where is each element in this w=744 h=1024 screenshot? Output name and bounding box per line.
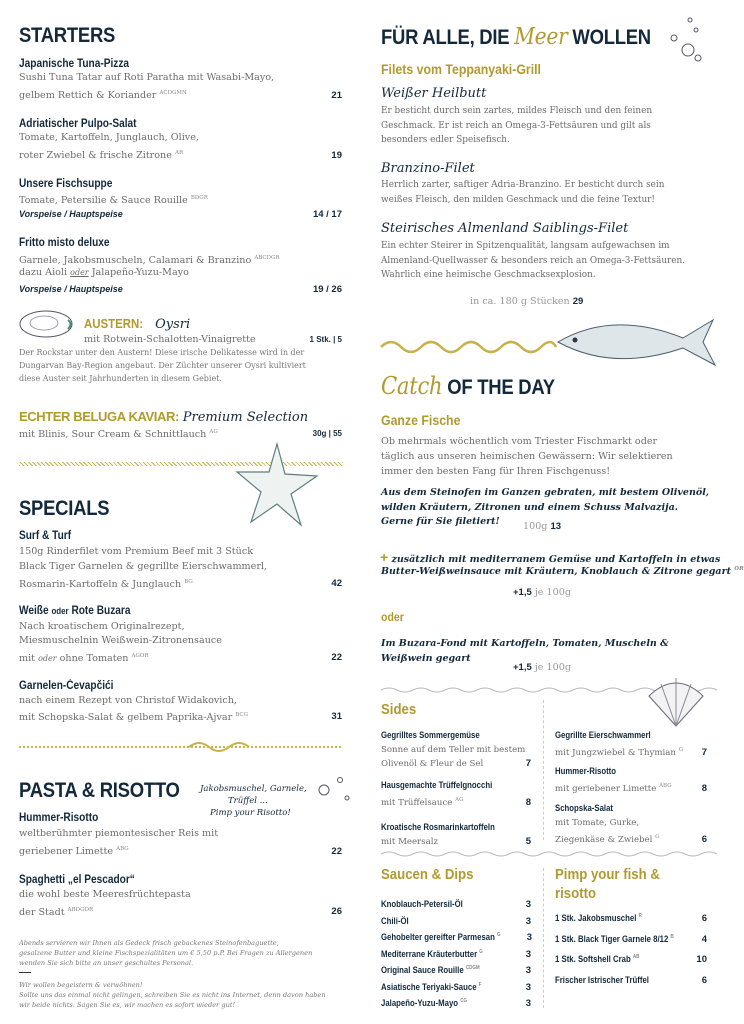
or-label: oder bbox=[38, 654, 57, 664]
rope-divider bbox=[19, 740, 343, 754]
description-text: Miesmuschelnin Weißwein-Zitronensauce bbox=[19, 635, 222, 646]
item-price: 1 Stk. | 5 bbox=[309, 335, 342, 344]
fish-name: Steirisches Almenland Saiblings-Filet bbox=[381, 221, 629, 236]
item-name: Hummer-Risotto bbox=[19, 812, 99, 824]
description-text: 150g Rinderfilet vom Premium Beef mit 3 Stück bbox=[19, 546, 254, 557]
fish-description: Er besticht durch sein zartes, mildes Fleisch und den feinen bbox=[381, 106, 653, 116]
sauce-price: 3 bbox=[525, 998, 531, 1010]
oyster-text: Dungarvan Bay-Region angebaut. Der Züchter unserer Oysri kultiviert bbox=[19, 361, 306, 370]
subsection-title: risotto bbox=[555, 885, 597, 902]
side-description bbox=[381, 757, 483, 771]
description-text: mit Trüffelsauce bbox=[381, 797, 453, 808]
fish-description: Geschmack. Er ist reich an Omega-3-Fettsäuren und gilt als bbox=[381, 120, 651, 131]
sauce-row bbox=[381, 982, 531, 993]
allergen-code: B bbox=[670, 933, 674, 940]
item-name bbox=[19, 605, 130, 617]
column-divider bbox=[543, 700, 544, 840]
allergen-code: AG bbox=[455, 797, 464, 803]
side-price: 8 bbox=[525, 796, 531, 808]
catch-option bbox=[381, 566, 744, 577]
catch-option: Im Buzara-Fond mit Kartoffeln, Tomaten, Muscheln & bbox=[381, 638, 669, 649]
catch-preparation: Gerne für Sie filetiert! bbox=[381, 516, 500, 527]
item-description bbox=[19, 71, 274, 86]
fish-description: Ein echter Steirer in Spitzenqualität, langsam aufgewachsen im bbox=[381, 241, 670, 251]
sauce-name bbox=[381, 932, 501, 943]
wavy-divider bbox=[381, 850, 711, 858]
item-price: 19 bbox=[331, 150, 342, 161]
pimp-name bbox=[555, 975, 649, 986]
side-line bbox=[555, 830, 707, 847]
caviar-script: Premium Selection bbox=[182, 410, 309, 425]
side-price: 8 bbox=[701, 782, 707, 794]
section-title-starters: STARTERS bbox=[19, 24, 116, 47]
section-title-meer bbox=[381, 24, 651, 50]
text: dazu Aioli bbox=[19, 267, 68, 278]
sauce-name bbox=[381, 899, 463, 910]
surcharge-line bbox=[513, 586, 571, 601]
item-price: 42 bbox=[331, 578, 342, 589]
allergen-code: AG bbox=[209, 429, 218, 435]
side-line bbox=[555, 816, 707, 830]
or-label: oder bbox=[381, 610, 404, 624]
side-description bbox=[555, 743, 683, 760]
text: Knoblauch-Petersil-Öl bbox=[381, 899, 463, 910]
handwritten-note: Pimp your Risotto! bbox=[210, 808, 291, 818]
item-description bbox=[19, 903, 93, 921]
text: 1 Stk. Black Tiger Garnele 8/12 bbox=[555, 933, 669, 945]
subsection-title: Pimp your fish & bbox=[555, 866, 660, 883]
column-divider bbox=[543, 868, 544, 1008]
side-description bbox=[381, 835, 438, 849]
subsection-title: Saucen & Dips bbox=[381, 866, 474, 883]
footnote: Abends servieren wir Ihnen als Gedeck frisch gebackenes Steinofenbaguette, bbox=[19, 939, 279, 947]
or-label: oder bbox=[70, 268, 89, 277]
footnote: Sollte uns das einmal nicht gelingen, schreiben Sie es nicht ins Internet, denn davon haben bbox=[19, 991, 326, 999]
allergen-code: ABG bbox=[659, 783, 672, 789]
fish-description: besonders edler Speisefisch. bbox=[381, 135, 510, 145]
catch-preparation: Aus dem Steinofen im Ganzen gebraten, mit bestem Olivenöl, bbox=[381, 487, 710, 498]
pimp-row bbox=[555, 975, 707, 986]
item-price: 22 bbox=[331, 652, 342, 663]
description-text: Olivenöl & Fleur de Sel bbox=[381, 759, 484, 769]
text: Butter-Weißweinsauce mit Kräutern, Knoblauch & Zitrone gegart bbox=[381, 566, 731, 578]
oyster-script: Oysri bbox=[155, 317, 191, 332]
item-description bbox=[19, 649, 149, 667]
text: Jalapeño-Yuzu-Mayo bbox=[91, 267, 189, 278]
meer-script-word: Meer bbox=[514, 24, 568, 50]
pimp-row bbox=[555, 934, 707, 945]
caviar-label: ECHTER BELUGA KAVIAR: bbox=[19, 409, 179, 424]
allergen-code: R bbox=[638, 913, 642, 919]
side-price: 7 bbox=[525, 758, 531, 769]
text: ohne Tomaten bbox=[59, 653, 129, 665]
text: 1 Stk. Softshell Crab bbox=[555, 954, 631, 966]
footnote-divider bbox=[19, 972, 31, 973]
description-text: mit Blinis, Sour Cream & Schnittlauch bbox=[19, 429, 207, 441]
item-name: Surf & Turf bbox=[19, 530, 72, 542]
fish-description: Almenland-Quellwasser & besonders reich an Omega-3-Fettsäuren. bbox=[381, 255, 686, 266]
side-line bbox=[381, 757, 531, 771]
side-price: 5 bbox=[525, 836, 531, 847]
item-description bbox=[19, 266, 189, 281]
pimp-row bbox=[555, 913, 707, 924]
handwritten-note: Trüffel ... bbox=[228, 796, 268, 806]
fish-name: Branzino-Filet bbox=[381, 161, 475, 176]
sauce-name bbox=[381, 949, 483, 960]
pimp-name bbox=[555, 934, 674, 945]
subsection-title: Filets vom Teppanyaki-Grill bbox=[381, 61, 541, 77]
portion-unit: in ca. 180 g Stücken bbox=[470, 296, 570, 307]
side-description bbox=[555, 830, 660, 847]
item-description bbox=[19, 842, 129, 860]
catch-description: immer den besten Fang für Ihren Fischgenuss! bbox=[381, 466, 611, 477]
description-text: Tomate, Kartoffeln, Junglauch, Olive, bbox=[19, 132, 199, 143]
side-line bbox=[381, 793, 531, 810]
item-description bbox=[19, 575, 193, 593]
side-description bbox=[555, 779, 672, 796]
text: OF THE DAY bbox=[447, 376, 555, 399]
item-price: 26 bbox=[331, 906, 342, 917]
allergen-code: ABDGOR bbox=[67, 907, 94, 913]
sauce-row bbox=[381, 916, 531, 927]
sauce-name bbox=[381, 965, 480, 976]
text: Jalapeño-Yuzu-Mayo bbox=[381, 998, 459, 1010]
item-portion-label: Vorspeise / Hauptspeise bbox=[19, 284, 123, 294]
text: 1 Stk. Jakobsmuschel bbox=[555, 913, 637, 925]
shell-illustration bbox=[645, 676, 707, 728]
fish-description: Herrlich zarter, saftiger Adria-Branzino. Er besticht durch sein bbox=[381, 180, 665, 190]
text: Asiatische Teriyaki-Sauce bbox=[381, 981, 477, 993]
allergen-code: BCG bbox=[235, 712, 248, 718]
oyster-description: mit Rotwein-Schalotten-Vinaigrette bbox=[84, 334, 256, 345]
item-portion-label: Vorspeise / Hauptspeise bbox=[19, 209, 123, 219]
item-description bbox=[19, 620, 185, 635]
text: Chili-Öl bbox=[381, 915, 409, 927]
sauce-row bbox=[381, 899, 531, 910]
oyster-text: diese Auster seit Jahrhunderten in diesem Gebiet. bbox=[19, 374, 222, 383]
item-name: Fritto misto deluxe bbox=[19, 237, 110, 249]
allergen-code: G bbox=[678, 747, 684, 753]
side-description bbox=[381, 793, 463, 810]
text: WOLLEN bbox=[572, 26, 651, 49]
subsection-title: Ganze Fische bbox=[381, 412, 461, 428]
description-text: mit geriebener Limette bbox=[555, 783, 657, 794]
description-text: weltberühmter piemontesischer Reis mit bbox=[19, 828, 219, 839]
sauce-price: 3 bbox=[525, 915, 531, 927]
description-text: Ziegenkäse & Zwiebel bbox=[555, 834, 653, 845]
sauce-price: 3 bbox=[525, 965, 531, 977]
side-price: 7 bbox=[701, 746, 707, 758]
item-name: Japanische Tuna-Pizza bbox=[19, 58, 130, 70]
pimp-price: 4 bbox=[701, 933, 707, 945]
side-name: Schopska-Salat bbox=[555, 803, 614, 814]
item-name: Spaghetti „el Pescador“ bbox=[19, 874, 135, 886]
rope-divider bbox=[381, 336, 556, 358]
item-price: 30g | 55 bbox=[312, 429, 342, 438]
item-description bbox=[19, 708, 248, 726]
allergen-code: AB bbox=[632, 954, 640, 960]
item-description bbox=[19, 634, 222, 649]
catch-option: Weißwein gegart bbox=[381, 653, 471, 664]
allergen-code: F bbox=[478, 981, 482, 988]
subsection-title: Sides bbox=[381, 701, 417, 718]
allergen-code: G bbox=[497, 932, 501, 938]
side-line bbox=[555, 779, 707, 796]
allergen-code: BG bbox=[184, 579, 193, 585]
description-text: Nach kroatischem Originalrezept, bbox=[19, 621, 185, 632]
text: Weiße bbox=[19, 605, 49, 617]
catch-portion-price bbox=[523, 520, 561, 535]
fish-description: Wahrlich eine heimische Geschmacksexplosion. bbox=[381, 270, 596, 280]
allergen-code: BDGR bbox=[190, 195, 208, 201]
item-description bbox=[19, 545, 253, 560]
item-name: Adriatischer Pulpo-Salat bbox=[19, 118, 137, 130]
pimp-price: 6 bbox=[701, 974, 707, 986]
description-text: roter Zwiebel & frische Zitrone bbox=[19, 150, 172, 162]
catch-preparation: wilden Kräutern, Zitronen und einem Schuss Malvazija. bbox=[381, 501, 679, 513]
text: Mediterrane Kräuterbutter bbox=[381, 948, 478, 960]
description-text: der Stadt bbox=[19, 907, 65, 919]
text: zusätzlich mit mediterranem Gemüse und Kartoffeln in etwas bbox=[391, 554, 721, 565]
side-description bbox=[555, 816, 639, 830]
catch-description: Ob mehrmals wöchentlich vom Triester Fischmarkt oder bbox=[381, 436, 658, 447]
description-text: Tomate, Petersilie & Sauce Rouille bbox=[19, 195, 188, 207]
allergen-code: CG bbox=[460, 998, 467, 1004]
item-name: Unsere Fischsuppe bbox=[19, 178, 113, 190]
side-name: Hausgemachte Trüffelgnocchi bbox=[381, 780, 493, 791]
pimp-row bbox=[555, 954, 707, 965]
footnote: gesalzene Butter und kleine Fischspezialitäten um € 5,50 p.P. Bei Fragen zu Allergenen bbox=[19, 949, 313, 957]
footnote: wenden Sie sich bitte an unser geschultes Personal. bbox=[19, 959, 194, 967]
description-text: geriebener Limette bbox=[19, 846, 114, 858]
allergen-code: G bbox=[479, 948, 483, 955]
side-price: 6 bbox=[701, 833, 707, 845]
allergen-code: AGOR bbox=[131, 653, 149, 659]
pimp-price: 10 bbox=[696, 954, 707, 966]
item-description bbox=[19, 86, 187, 104]
allergen-code: ACDGMN bbox=[159, 90, 187, 96]
fish-name: Weißer Heilbutt bbox=[381, 86, 487, 101]
side-name: Gegrillte Eierschwammerl bbox=[555, 730, 651, 741]
starfish-illustration bbox=[235, 442, 320, 527]
pimp-name bbox=[555, 954, 639, 965]
item-description bbox=[19, 131, 199, 146]
portion-unit: je 100g bbox=[534, 662, 571, 673]
item-description bbox=[19, 146, 183, 164]
item-price: 19 / 26 bbox=[312, 284, 342, 295]
surcharge: +1,5 bbox=[513, 662, 532, 673]
handwritten-note: Jakobsmuschel, Garnele, bbox=[200, 784, 307, 794]
description-text: gelbem Rettich & Koriander bbox=[19, 90, 157, 102]
or-label: oder bbox=[51, 606, 69, 616]
catch-option bbox=[380, 549, 720, 565]
sauce-name bbox=[381, 916, 409, 927]
allergen-code: OR bbox=[734, 566, 744, 572]
sauce-price: 3 bbox=[525, 981, 531, 993]
section-title-specials: SPECIALS bbox=[19, 497, 110, 520]
sauce-row bbox=[381, 949, 531, 960]
pimp-name bbox=[555, 913, 642, 924]
fish-price: 29 bbox=[572, 296, 584, 307]
allergen-code: CDGM bbox=[465, 965, 480, 971]
item-price: 31 bbox=[331, 711, 342, 722]
item-price: 14 / 17 bbox=[312, 209, 342, 220]
text: mit bbox=[19, 653, 36, 665]
text: FÜR ALLE, DIE bbox=[381, 26, 510, 49]
item-description bbox=[19, 888, 191, 903]
description-text: mit Jungzwiebel & Thymian bbox=[555, 747, 676, 758]
description-text: Black Tiger Garnelen & gegrillte Eierschwammerl, bbox=[19, 561, 268, 572]
description-text: Garnele, Jakobsmuscheln, Calamari & Branzino bbox=[19, 255, 252, 267]
oyster-illustration bbox=[18, 308, 76, 340]
tuna-illustration bbox=[553, 310, 718, 375]
surcharge: +1,5 bbox=[513, 587, 532, 598]
description-text: mit Schopska-Salat & gelbem Paprika-Ajvar bbox=[19, 712, 233, 724]
text: Rote Buzara bbox=[71, 605, 131, 617]
side-name: Hummer-Risotto bbox=[555, 766, 617, 777]
bubbles-icon bbox=[668, 16, 708, 66]
oyster-label: AUSTERN: bbox=[84, 316, 144, 331]
sauce-price: 3 bbox=[526, 932, 533, 944]
side-description bbox=[381, 743, 525, 757]
item-description bbox=[19, 827, 218, 842]
side-name: Gegrilltes Sommergemüse bbox=[381, 730, 480, 741]
description-text: mit Meersalz bbox=[381, 837, 438, 847]
bubbles-icon bbox=[312, 772, 357, 812]
plus-sign: + bbox=[380, 549, 389, 565]
item-description bbox=[19, 694, 237, 709]
footnote: Wir wollen begeistern & verwöhnen! bbox=[19, 981, 143, 989]
oyster-title bbox=[84, 315, 190, 332]
description-text: mit Tomate, Gurke, bbox=[555, 818, 640, 828]
portion-unit: 100g bbox=[523, 521, 548, 532]
sauce-name bbox=[381, 998, 467, 1009]
allergen-code: G bbox=[655, 834, 660, 840]
sauce-row bbox=[381, 998, 531, 1009]
pimp-price: 6 bbox=[701, 913, 707, 925]
side-line bbox=[555, 743, 707, 760]
description-text: Rosmarin-Kartoffeln & Junglauch bbox=[19, 579, 182, 591]
item-name: Garnelen-Ćevapčići bbox=[19, 680, 114, 692]
description-text: nach einem Rezept von Christof Widakovich, bbox=[19, 695, 237, 706]
sauce-price: 3 bbox=[525, 899, 531, 910]
allergen-code: AR bbox=[174, 150, 184, 156]
fish-portion-price bbox=[470, 295, 583, 310]
footnote: wir beide nichts. Sagen Sie es, wir machen es sofort wieder gut! bbox=[19, 1001, 236, 1009]
description-text: Sonne auf dem Teller mit bestem bbox=[381, 745, 526, 755]
item-description bbox=[19, 560, 267, 575]
catch-script-word: Catch bbox=[381, 372, 443, 400]
allergen-code: ABCDGR bbox=[254, 255, 280, 261]
portion-unit: je 100g bbox=[534, 587, 571, 598]
item-description bbox=[19, 191, 208, 209]
item-price: 21 bbox=[331, 90, 342, 101]
text: Frischer Istrischer Trüffel bbox=[555, 974, 649, 986]
text: Original Sauce Rouille bbox=[381, 965, 464, 977]
catch-price: 13 bbox=[550, 521, 562, 532]
section-title-catch bbox=[381, 372, 555, 400]
side-name: Kroatische Rosmarinkartoffeln bbox=[381, 822, 495, 833]
sauce-row bbox=[381, 965, 531, 976]
caviar-title bbox=[19, 408, 308, 425]
item-price: 22 bbox=[331, 846, 342, 857]
fish-description: weißes Fleisch, den milden Geschmack und die feine Textur! bbox=[381, 194, 655, 205]
sauce-name bbox=[381, 982, 481, 993]
surcharge-line bbox=[513, 661, 571, 676]
oyster-text: Der Rockstar unter den Austern! Diese irische Delikatesse wird in der bbox=[19, 348, 305, 357]
side-line bbox=[381, 835, 531, 849]
section-title-pasta: PASTA & RISOTTO bbox=[19, 779, 180, 802]
description-text: die wohl beste Meeresfrüchtepasta bbox=[19, 889, 191, 900]
description-text: Sushi Tuna Tatar auf Roti Paratha mit Wasabi-Mayo, bbox=[19, 72, 275, 83]
catch-description: täglich aus unseren heimischen Gewässern: Wir selektieren bbox=[381, 451, 673, 462]
sauce-row bbox=[381, 932, 531, 943]
allergen-code: ABG bbox=[116, 846, 129, 852]
side-line bbox=[381, 743, 531, 757]
text: Gehobelter gereifter Parmesan bbox=[381, 932, 495, 944]
item-description bbox=[19, 425, 218, 443]
sauce-price: 3 bbox=[525, 948, 531, 960]
